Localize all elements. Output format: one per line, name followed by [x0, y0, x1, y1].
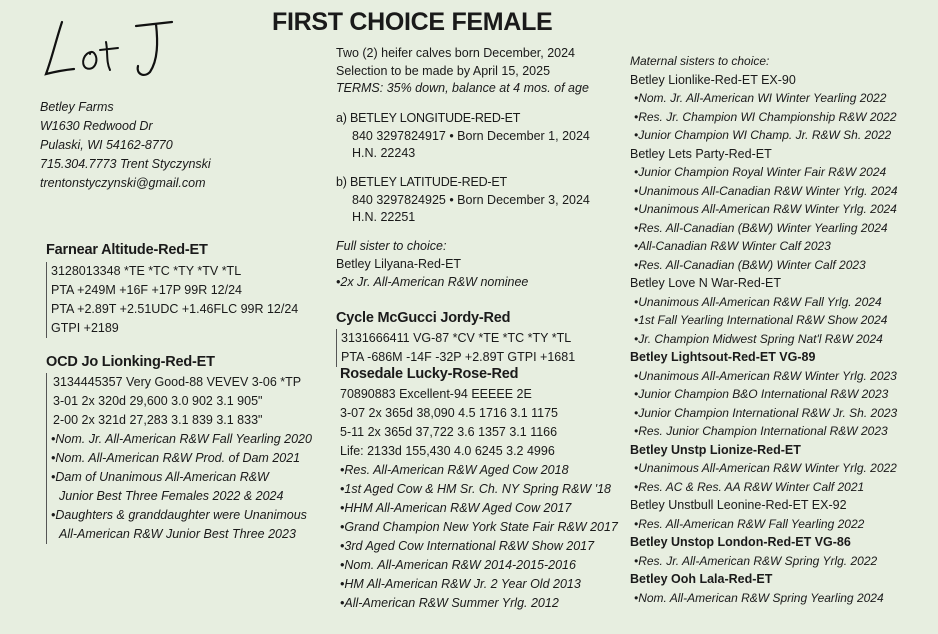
dam-name: OCD Jo Lionking-Red-ET	[46, 354, 215, 370]
granddam-line: 5-11 2x 365d 37,722 3.6 1357 3.1 1166	[340, 425, 558, 439]
dam-award: All-American R&W Junior Best Three 2023	[59, 527, 296, 541]
sister-award: •All-Canadian R&W Winter Calf 2023	[634, 239, 831, 253]
full-sister-block	[336, 237, 528, 291]
intro-line-1: Two (2) heifer calves born December, 2024	[336, 46, 576, 60]
page-title: FIRST CHOICE FEMALE	[272, 8, 553, 36]
sire-name: Farnear Altitude-Red-ET	[46, 242, 208, 258]
sister-award: •Nom. Jr. All-American WI Winter Yearling 2022	[634, 91, 887, 105]
sister-name: Betley Ooh Lala-Red-ET	[630, 572, 773, 586]
contact-block	[40, 98, 211, 193]
sister-award: •Jr. Champion Midwest Spring Nat'l R&W 2024	[634, 331, 883, 346]
email: trentonstyczynski@gmail.com	[40, 176, 206, 190]
calf-hn: H.N. 22251	[352, 210, 416, 224]
granddam-award: •HM All-American R&W Jr. 2 Year Old 2013	[340, 577, 581, 591]
maternal-heading: Maternal sisters to choice:	[630, 54, 770, 68]
sister-award: •Unanimous All-American R&W Winter Yrlg. 2022	[634, 461, 897, 475]
calf-reg-line: 840 3297824917 • Born December 1, 2024	[352, 128, 590, 143]
maternal-sisters-block	[630, 52, 898, 607]
granddam-details	[340, 385, 618, 613]
sister-award: •Nom. All-American R&W Spring Yearling 2024	[634, 590, 884, 605]
dam-award: •Nom. All-American R&W Prod. of Dam 2021	[51, 451, 301, 465]
sister-award: •Res. Junior Champion International R&W 2023	[634, 424, 888, 438]
sister-award: •Junior Champion WI Champ. Jr. R&W Sh. 2022	[634, 128, 892, 142]
mgs-line: 3131666411 VG-87 *CV *TE *TC *TY *TL	[341, 331, 572, 345]
sister-name: Betley Unstp Lionize-Red-ET	[630, 442, 801, 457]
sire-block	[46, 241, 298, 338]
dam-line: 2-00 2x 321d 27,283 3.1 839 3.1 833"	[53, 413, 263, 427]
sister-award: •Res. All-Canadian (B&W) Winter Yearling 2024	[634, 220, 888, 235]
dam-award: •Nom. Jr. All-American R&W Fall Yearling 2020	[51, 432, 312, 446]
sister-award: •Unanimous All-Canadian R&W Winter Yrlg. 2024	[634, 183, 898, 198]
granddam-line: Life: 2133d 155,430 4.0 6245 3.2 4996	[340, 444, 555, 458]
lot-signature-graphic	[40, 12, 180, 84]
dam-award: •Daughters & granddaughter were Unanimous	[51, 508, 307, 522]
sister-name: Betley Lightsout-Red-ET VG-89	[630, 350, 816, 364]
sister-award: •Junior Champion B&O International R&W 2023	[634, 387, 889, 401]
granddam-block	[340, 365, 618, 613]
sister-name: Betley Unstop London-Red-ET VG-86	[630, 535, 851, 549]
granddam-award: •Res. All-American R&W Aged Cow 2018	[340, 463, 569, 477]
granddam-name: Rosedale Lucky-Rose-Red	[340, 366, 519, 382]
sister-award: •Unanimous All-American R&W Fall Yrlg. 2024	[634, 294, 882, 309]
mgs-line: PTA -686M -14F -32P +2.89T GTPI +1681	[341, 350, 576, 364]
full-sister-award: •2x Jr. All-American R&W nominee	[336, 275, 529, 289]
sire-line: PTA +2.89T +2.51UDC +1.46FLC 99R 12/24	[51, 302, 299, 316]
granddam-award: •All-American R&W Summer Yrlg. 2012	[340, 596, 559, 610]
sister-award: •Unanimous All-American R&W Winter Yrlg. 2024	[634, 202, 897, 216]
granddam-award: •Nom. All-American R&W 2014-2015-2016	[340, 558, 576, 572]
granddam-award: •3rd Aged Cow International R&W Show 2017	[340, 539, 595, 553]
sister-award: •Res. Jr. Champion WI Championship R&W 2022	[634, 109, 897, 124]
full-sister-name: Betley Lilyana-Red-ET	[336, 257, 462, 271]
granddam-award: •HHM All-American R&W Aged Cow 2017	[340, 501, 572, 515]
mgs-name: Cycle McGucci Jordy-Red	[336, 310, 511, 326]
sister-award: •Res. All-Canadian (B&W) Winter Calf 2023	[634, 257, 866, 272]
sister-award: •Unanimous All-American R&W Winter Yrlg. 2023	[634, 368, 897, 383]
sire-line: PTA +249M +16F +17P 99R 12/24	[51, 283, 242, 297]
granddam-line: 70890883 Excellent-94 EEEEE 2E	[340, 387, 532, 401]
sister-award: •Res. AC & Res. AA R&W Winter Calf 2021	[634, 479, 865, 494]
dam-award: Junior Best Three Females 2022 & 2024	[59, 489, 284, 503]
dam-details	[46, 373, 312, 544]
sister-award: •Res. All-American R&W Fall Yearling 2022	[634, 516, 865, 531]
intro-line-2: Selection to be made by April 15, 2025	[336, 63, 551, 78]
dam-line: 3134445357 Very Good-88 VEVEV 3-06 *TP	[53, 375, 302, 389]
sister-name: Betley Love N War-Red-ET	[630, 276, 781, 290]
sister-award: •1st Fall Yearling International R&W Show 2024	[634, 313, 888, 327]
dam-award: •Dam of Unanimous All-American R&W	[51, 470, 269, 484]
sister-award: •Junior Champion International R&W Jr. Sh. 2023	[634, 405, 898, 420]
calf-hn: H.N. 22243	[352, 146, 416, 160]
sister-award: •Res. Jr. All-American R&W Spring Yrlg. 2022	[634, 553, 878, 568]
mgs-details	[336, 329, 575, 367]
address: W1630 Redwood Dr	[40, 119, 153, 133]
lot-label	[40, 12, 180, 84]
dam-block	[46, 353, 312, 544]
granddam-line: 3-07 2x 365d 38,090 4.5 1716 3.1 1175	[340, 406, 559, 420]
sire-line: 3128013348 *TE *TC *TY *TV *TL	[51, 264, 242, 278]
sire-details	[46, 262, 298, 338]
sire-line: GTPI +2189	[51, 321, 119, 335]
mgs-block	[336, 309, 575, 367]
calf-name: a) BETLEY LONGITUDE-RED-ET	[336, 111, 521, 125]
full-sister-heading: Full sister to choice:	[336, 239, 447, 253]
phone: 715.304.7773 Trent Styczynski	[40, 157, 211, 171]
granddam-award: •1st Aged Cow & HM Sr. Ch. NY Spring R&W '18	[340, 482, 611, 496]
sister-name: Betley Lionlike-Red-ET EX-90	[630, 72, 796, 87]
dam-line: 3-01 2x 320d 29,600 3.0 902 3.1 905"	[53, 394, 263, 408]
intro-block	[336, 45, 589, 98]
sister-name: Betley Unstbull Leonine-Red-ET EX-92	[630, 498, 847, 512]
terms: TERMS: 35% down, balance at 4 mos. of age	[336, 81, 589, 95]
sister-award: •Junior Champion Royal Winter Fair R&W 2024	[634, 165, 887, 179]
calf-name: b) BETLEY LATITUDE-RED-ET	[336, 175, 507, 189]
calf-a	[336, 110, 590, 163]
calf-b	[336, 174, 590, 227]
granddam-award: •Grand Champion New York State Fair R&W 2017	[340, 520, 618, 534]
farm-name: Betley Farms	[40, 100, 114, 114]
sister-name: Betley Lets Party-Red-ET	[630, 146, 772, 161]
calf-reg-line: 840 3297824925 • Born December 3, 2024	[352, 192, 590, 207]
city-state: Pulaski, WI 54162-8770	[40, 138, 173, 152]
